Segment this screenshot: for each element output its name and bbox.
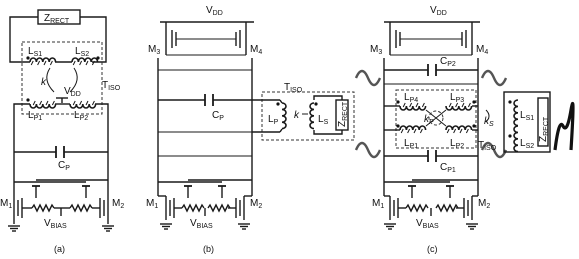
ls-label-b: $L_S$ <box>318 114 329 126</box>
m1-label-c: $M_1$ <box>372 198 385 210</box>
tiso-box-b <box>262 92 354 140</box>
vbias-label-c: $V_{BIAS}$ <box>416 218 439 230</box>
m2-label-c: $M_2$ <box>478 198 491 210</box>
m1-label-b: $M_1$ <box>146 198 159 210</box>
m4-label-c: $M_4$ <box>476 44 489 56</box>
ls2-label-c: $L_{S2}$ <box>520 138 535 150</box>
lp-inductor-b <box>282 103 286 129</box>
lp2-inductor-a <box>70 101 96 108</box>
ls2-inductor-a <box>72 58 98 65</box>
cp1-label-c: $C_{P1}$ <box>440 162 456 174</box>
lp4-inductor-c <box>400 103 426 110</box>
m4-label-b: $M_4$ <box>250 44 263 56</box>
lp2-label-c: $L_{P2}$ <box>450 138 465 150</box>
tiso-label-a: $T_{ISO}$ <box>102 80 121 92</box>
ls1-label-c: $L_{S1}$ <box>520 110 535 122</box>
zrect-label-a: $Z_{RECT}$ <box>44 13 70 25</box>
m3-label-b: $M_3$ <box>148 44 161 56</box>
vdd-label-a: $V_{DD}$ <box>64 86 81 98</box>
ls2-inductor-c <box>514 126 518 152</box>
vdd-label-b: $V_{DD}$ <box>206 5 223 17</box>
cp-label-a: $C_P$ <box>58 160 70 172</box>
lp2-label-a: $L_{P2}$ <box>74 110 89 122</box>
vbias-label-a: $V_{BIAS}$ <box>44 218 67 230</box>
m1-label-a: $M_1$ <box>0 198 13 210</box>
lp2-inductor-c <box>446 126 472 133</box>
panel-b <box>146 5 354 254</box>
caption-a: (a) <box>54 244 65 254</box>
lp-label-b: $L_P$ <box>268 114 279 126</box>
tiso-label-b: $T_{ISO}$ <box>284 82 303 94</box>
lp1-label-c: $L_{P1}$ <box>404 138 419 150</box>
vbias-label-b: $V_{BIAS}$ <box>190 218 213 230</box>
ls-inductor-b <box>310 103 314 129</box>
ls2-label-a: $L_{S2}$ <box>75 46 90 58</box>
m2-label-a: $M_2$ <box>112 198 125 210</box>
m2-label-b: $M_2$ <box>250 198 263 210</box>
caption-b: (b) <box>203 244 214 254</box>
lp4-label-c: $L_{P4}$ <box>404 92 419 104</box>
sine-wave-left-bottom <box>356 143 380 157</box>
sine-wave-right-top <box>482 71 506 85</box>
zrect-label-c: $Z_{RECT}$ <box>538 116 550 142</box>
lp1-label-a: $L_{P1}$ <box>28 110 43 122</box>
cp2-label-c: $C_{P2}$ <box>440 56 456 68</box>
ks-label-c: $k_S$ <box>484 116 494 128</box>
panel-c <box>356 5 573 254</box>
m3-label-c: $M_3$ <box>370 44 383 56</box>
caption-c: (c) <box>427 244 438 254</box>
ls1-inductor-a <box>30 58 56 65</box>
k-label-a: k <box>41 77 46 88</box>
sine-wave-left-top <box>356 71 380 85</box>
ls1-label-a: $L_{S1}$ <box>28 46 43 58</box>
lp1-inductor-a <box>30 101 56 108</box>
vdd-label-c: $V_{DD}$ <box>430 5 447 17</box>
lp1-inductor-c <box>400 126 426 133</box>
k-label-b: k <box>294 110 299 121</box>
lp3-inductor-c <box>446 103 472 110</box>
output-waveform-c <box>555 103 573 150</box>
panel-a <box>0 10 124 254</box>
tiso-label-c: $T_{ISO}$ <box>478 140 497 152</box>
zrect-label-b: $Z_{RECT}$ <box>337 101 349 127</box>
kp-label-c: $k_P$ <box>424 114 434 126</box>
cp-label-b: $C_P$ <box>212 110 224 122</box>
lp3-label-c: $L_{P3}$ <box>450 92 465 104</box>
ls1-inductor-c <box>514 100 518 126</box>
